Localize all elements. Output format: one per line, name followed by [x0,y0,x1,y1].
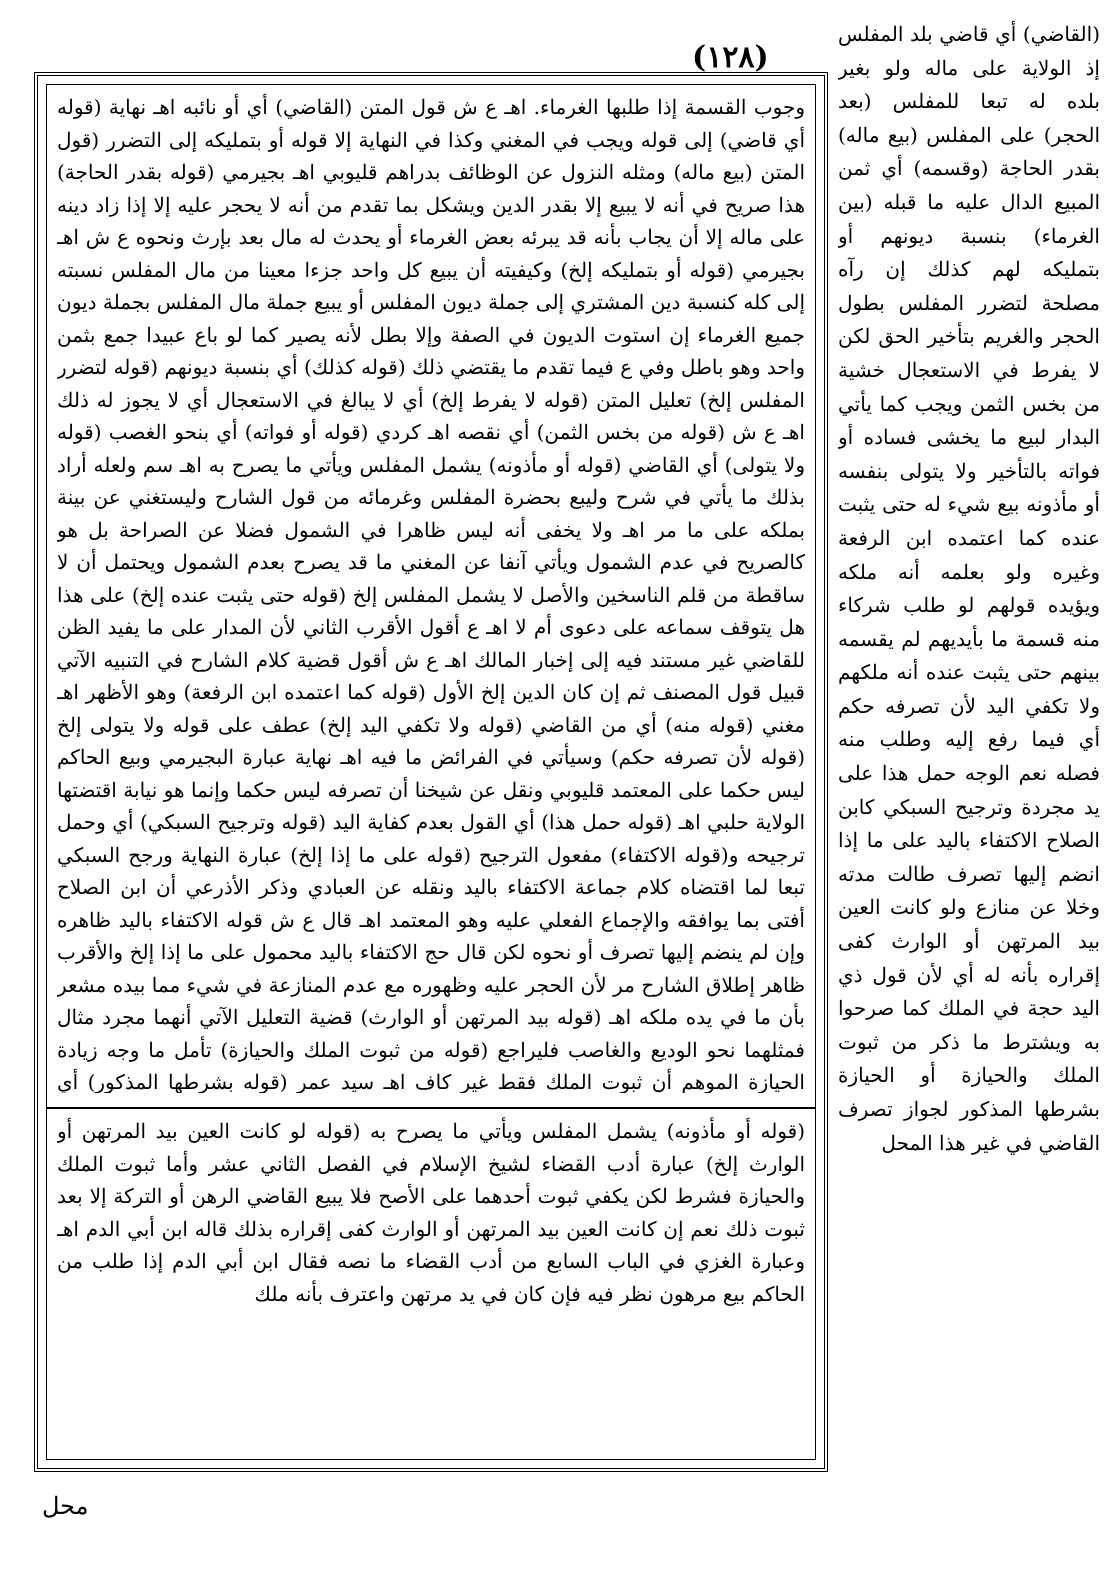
margin-main-text [838,18,1100,1458]
main-frame [34,72,828,1472]
commentary-paragraph: وجوب القسمة إذا طلبها الغرماء. اهـ ع ش قول المتن (القاضي) أي أو نائبه اهـ نهاية (قوله أي قاضي) إلى قوله ويجب في المغني وكذا في النهاية إلا قوله أو بتمليكه إلى التضرر (قول المتن (بيع ماله) ومثله النزول عن الوظائف بدراهم قليوبي اهـ بجيرمي (قوله بقدر الحاجة) هذا صريح في أنه لا يبيع إلا بقدر الدين ويشكل بما تقدم من أنه لا يحجر عليه إلا إذا زاد دينه على ماله إلا أن يجاب بأنه قد يبرئه بعض الغرماء أو يحدث له مال بعد بإرث ونحوه ع ش اهـ بجيرمي (قوله أو بتمليكه إلخ) وكيفيته أن يبيع كل واحد جزءا معينا من مال المفلس نسبته إلى كله كنسبة دين المشتري إلى جملة ديون المفلس أو يبيع جملة مال المفلس بجملة ديون جميع الغرماء إن استوت الديون في الصفة وإلا بطل لأنه يصير كما لو باع عبيدا جمع بثمن واحد وهو باطل وفي ع فيما تقدم ما يقتضي ذلك (قوله كذلك) أي بنسبة ديونهم (قوله لتضرر المفلس إلخ) تعليل المتن (قوله لا يفرط إلخ) أي لا يبالغ في الاستعجال أي لا يجوز له ذلك اهـ ع ش (قوله من بخس الثمن) أي نقصه اهـ كردي (قوله أو فواته) أي بنحو الغصب (قوله ولا يتولى) أي القاضي (قوله أو مأذونه) يشمل المفلس ويأتي ما يصرح به اهـ سم ولعله أراد بذلك ما يأتي في شرح وليبع بحضرة المفلس وغرمائه من قول الشارح وليستغني عن بينة بملكه على ما مر اهـ ولا يخفى أنه ليس ظاهرا في الشمول فضلا عن الصراحة بل هو كالصريح في عدم الشمول ويأتي آنفا عن المغني ما قد يصرح بعدم الشمول ويحتمل أن لا ساقطة من قلم الناسخين والأصل لا يشمل المفلس إلخ (قوله حتى يثبت عنده إلخ) على هذا هل يتوقف سماعه على دعوى أم لا اهـ ع أقول الأقرب الثاني لأن المدار على ما يفيد الظن للقاضي غير مستند فيه إلى إخبار المالك اهـ ع ش أقول قضية كلام الشارح في التنبيه الآتي قبيل قول المصنف ثم إن كان الدين إلخ الأول (قوله كما اعتمده ابن الرفعة) وهو الأظهر اهـ مغني (قوله منه) أي من القاضي (قوله ولا تكفي اليد إلخ) عطف على قوله ولا يتولى إلخ (قوله لأن تصرفه حكم) وسيأتي في الفرائض ما فيه اهـ نهاية عبارة البجيرمي وبيع الحاكم ليس حكما على المعتمد قليوبي ونقل عن شيخنا أن تصرفه ليس حكما وإنما هو نيابة اقتضتها الولاية حلبي اهـ (قوله حمل هذا) أي القول بعدم كفاية اليد (قوله وترجيح السبكي) أي وحمل ترجيحه و(قوله الاكتفاء) مفعول الترجيح (قوله على ما إذا إلخ) عبارة النهاية ورجح السبكي تبعا لما اقتضاه كلام جماعة الاكتفاء باليد ونقله عن العبادي وذكر الأذرعي أن ابن الصلاح أفتى بما يوافقه والإجماع الفعلي عليه وهو المعتمد اهـ قال ع ش قوله الاكتفاء باليد ظاهره وإن لم ينضم إليها تصرف أو نحوه لكن قال حج الاكتفاء باليد محمول على ما إذا إلخ والأقرب ظاهر إطلاق الشارح مر لأن الحجر عليه وظهوره مع عدم المنازعة في شيء مما بيده مشعر بأن ما في يده ملكه اهـ (قوله بيد المرتهن أو الوارث) قضية التعليل الآتي أنهما مجرد مثال فمثلهما نحو الوديع والغاصب فليراجع (قوله من ثبوت الملك والحيازة) تأمل ما وجه زيادة الحيازة الموهم أن ثبوت الملك فقط غير كاف اهـ سيد عمر (قوله بشرطها المذكور) أي [57,95,805,1093]
section-divider [47,1107,815,1109]
page-number: (١٢٨) [692,40,769,75]
commentary-upper [57,91,805,1093]
footnote-paragraph: (قوله أو مأذونه) يشمل المفلس ويأتي ما يصرح به (قوله لو كانت العين بيد المرتهن أو الوارث إلخ) عبارة أدب القضاء لشيخ الإسلام في الفصل الثاني عشر وأما ثبوت الملك والحيازة فشرط لكن يكفي ثبوت أحدهما على الأصح فلا يبيع القاضي الرهن أو التركة إلا بعد ثبوت ذلك نعم إن كانت العين بيد المرتهن أو الوارث كفى إقراره بذلك قاله ابن أبي الدم اهـ وعبارة الغزي في الباب السابع من أدب القضاء ما نصه فقال ابن أبي الدم إذا طلب من الحاكم بيع مرهون نظر فيه فإن كان في يد مرتهن واعترف بأنه ملك [57,1119,805,1306]
catchword: محل [42,1492,89,1520]
commentary-lower [57,1115,805,1455]
margin-paragraph: (القاضي) أي قاضي بلد المفلس إذ الولاية على ماله ولو بغير بلده له تبعا للمفلس (بعد الحجر) على المفلس (بيع ماله) بقدر الحاجة (وقسمه) أي ثمن المبيع الدال عليه ما قبله (بين الغرماء) بنسبة ديونهم أو بتمليكه لهم كذلك إن رآه مصلحة لتضرر المفلس بطول الحجر والغريم بتأخير الحق لكن لا يفرط في الاستعجال خشية من بخس الثمن ويجب كما يأتي البدار لبيع ما يخشى فساده أو فواته بالتأخير ولا يتولى بنفسه أو مأذونه بيع شيء له حتى يثبت عنده كما اعتمده ابن الرفعة وغيره ولو بعلمه أنه ملكه ويؤيده قولهم لو طلب شركاء منه قسمة ما بأيديهم لم يقسمه بينهم حتى يثبت عنده أنه ملكهم ولا تكفي اليد لأن تصرفه حكم أي فيما رفع إليه وطلب منه فصله نعم الوجه حمل هذا على يد مجردة وترجيح السبكي كابن الصلاح الاكتفاء باليد على ما إذا انضم إليها تصرف طالت مدته وخلا عن منازع ولو كانت العين بيد المرتهن أو الوارث كفى إقراره بأنه له أي لأن قول ذي اليد حجة في الملك كما صرحوا به ويشترط ما ذكر من ثبوت الملك والحيازة أو الحيازة بشرطها المذكور لجواز تصرف القاضي في غير هذا المحل [838,22,1100,1155]
inner-frame [46,84,816,1460]
